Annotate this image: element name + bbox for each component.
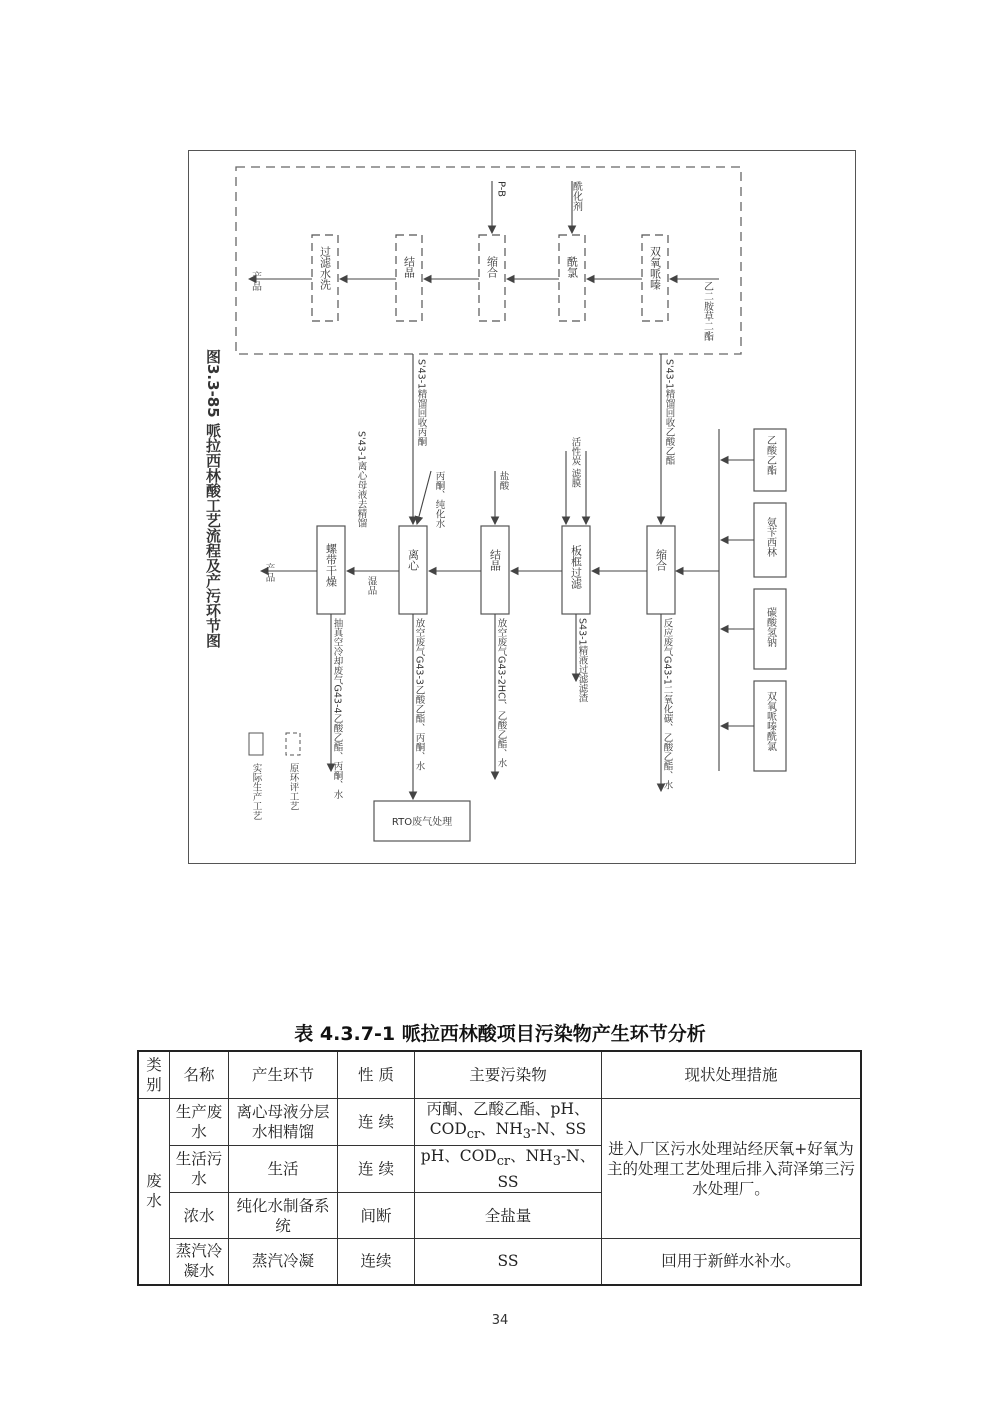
additive-2: 盐酸 <box>497 471 509 490</box>
table-caption: 表 4.3.7-1 哌拉西林酸项目污染物产生环节分析 <box>294 1023 706 1045</box>
header-nature: 性 质 <box>338 1051 415 1099</box>
header-measure: 现状处理措施 <box>602 1051 862 1099</box>
recovery-label-3: S'43-1离心母液去精馏 <box>355 431 367 528</box>
row-link: 生活 <box>229 1146 338 1193</box>
eia-product: 产品 <box>249 271 261 291</box>
actual-step-5: 螺带干燥 <box>324 543 338 587</box>
actual-step-1: 缩合 <box>654 549 668 571</box>
row-pollutants: SS <box>415 1239 602 1285</box>
row-pollutants: 全盐量 <box>415 1193 602 1239</box>
header-name: 名称 <box>170 1051 229 1099</box>
recovery-label-2: S'43-1精馏回收丙酮 <box>415 359 427 447</box>
actual-step-4: 离心 <box>406 549 420 571</box>
eia-input-pb: P-B <box>495 181 507 197</box>
eia-step-4: 结晶 <box>402 256 416 278</box>
raw-material-1: 乙酸乙酯 <box>764 435 776 475</box>
eia-feed-label: 乙二胺草二酯 <box>701 281 713 341</box>
row-nature: 连续 <box>338 1239 415 1285</box>
header-link: 产生环节 <box>229 1051 338 1099</box>
row-name: 生活污水 <box>170 1146 229 1193</box>
actual-step-2: 板框过滤 <box>569 545 583 589</box>
table-row <box>138 1239 861 1285</box>
legend-solid-swatch <box>249 733 263 755</box>
additive-3: 丙酮、纯化水 <box>433 471 445 528</box>
table-row <box>138 1099 861 1146</box>
emission-4: 放空废气G43-3乙酸乙酯、丙酮、水 <box>413 618 425 771</box>
emission-1: 反应废气G43-1二氧化碳、乙酸乙酯、水 <box>661 618 673 790</box>
row-name: 蒸汽冷凝水 <box>170 1239 229 1285</box>
wet-product-label: 湿品 <box>365 576 377 595</box>
row-measure: 回用于新鲜水补水。 <box>602 1239 862 1285</box>
additive-1: 活性炭 滤膜 <box>569 437 581 488</box>
row-link: 离心母液分层水相精馏 <box>229 1099 338 1146</box>
final-product-label: 产品 <box>263 563 275 582</box>
eia-step-1: 双氧哌嗪 <box>648 246 662 290</box>
legend-solid-label: 实际生产工艺 <box>250 763 262 820</box>
row-name: 生产废水 <box>170 1099 229 1146</box>
row-name: 浓水 <box>170 1193 229 1239</box>
raw-material-4: 双氧哌嗪酰氯 <box>764 691 776 751</box>
pollutant-table <box>137 1050 862 1286</box>
shared-measure: 进入厂区污水处理站经厌氧+好氧为主的处理工艺处理后排入菏泽第三污水处理厂。 <box>602 1099 862 1239</box>
row-link: 蒸汽冷凝 <box>229 1239 338 1285</box>
figure-frame <box>188 150 856 864</box>
eia-step-5: 过滤水洗 <box>318 246 332 290</box>
eia-input-acyl: 酰化剂 <box>570 181 582 211</box>
row-pollutants: 丙酮、乙酸乙酯、pH、$COD_{cr}$、$NH_3-N$、SS <box>415 1099 602 1146</box>
recovery-label-1: S'43-1精馏回收乙酸乙酯 <box>663 359 675 466</box>
row-link: 纯化水制备系统 <box>229 1193 338 1239</box>
header-pollutants: 主要污染物 <box>415 1051 602 1099</box>
page-number: 34 <box>491 1313 509 1328</box>
legend-dashed-label: 原环评工艺 <box>287 763 299 811</box>
eia-step-boxes <box>312 235 668 321</box>
eia-step-3: 缩合 <box>485 256 499 278</box>
legend-dashed-swatch <box>286 733 300 755</box>
raw-material-3: 碳酸氢钠 <box>764 607 776 647</box>
header-category: 类别 <box>138 1051 170 1099</box>
rto-label: RTO废气处理 <box>391 817 453 828</box>
row-nature: 间断 <box>338 1193 415 1239</box>
actual-step-3: 结晶 <box>488 549 502 571</box>
figure-title: 图3.3-85 哌拉西林酸工艺流程及产污环节图 <box>204 349 222 648</box>
raw-material-2: 氨苄西林 <box>764 517 776 557</box>
emission-2: S43-1精液过滤滤渣 <box>576 618 588 703</box>
row-nature: 连 续 <box>338 1146 415 1193</box>
row-pollutants: pH、$COD_{cr}$、$NH_3-N$、SS <box>415 1146 602 1193</box>
process-flow-diagram <box>189 151 857 865</box>
eia-step-2: 酰氯 <box>565 256 579 278</box>
emission-3: 放空废气G43-2HCl、乙酸乙酯、水 <box>495 618 507 768</box>
emission-5: 抽真空冷却废气G43-4乙酸乙酯、丙酮、水 <box>331 618 343 799</box>
row-nature: 连 续 <box>338 1099 415 1146</box>
category-cell: 废水 <box>138 1099 170 1285</box>
